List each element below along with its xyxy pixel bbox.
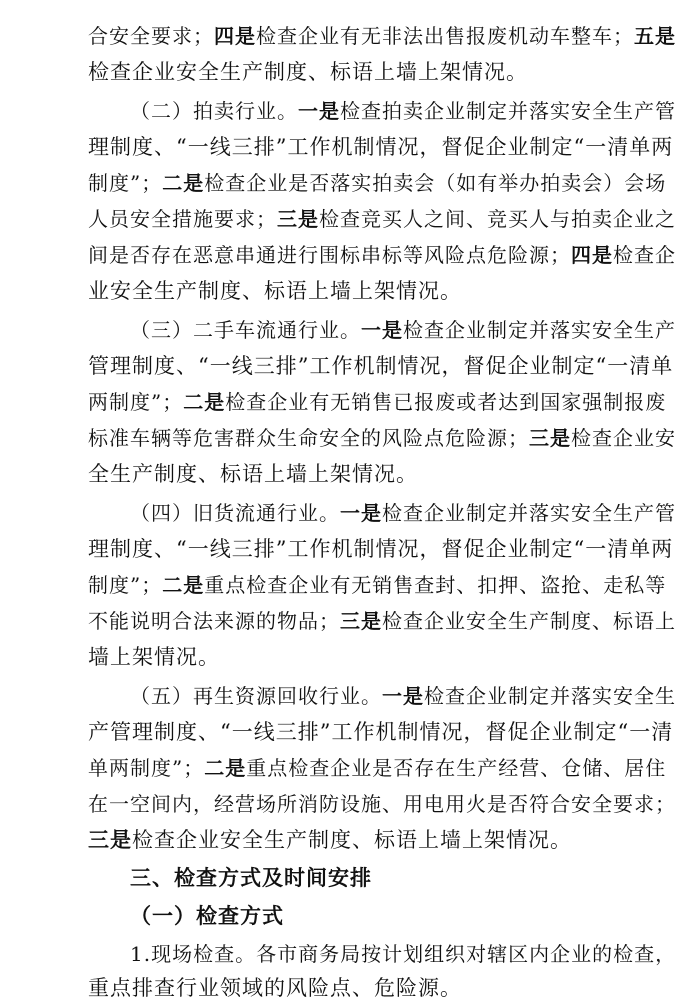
text-line: 不能说明合法来源的物品；三是检查企业安全生产制度、标语上	[88, 609, 676, 633]
text-line: 三是检查企业安全生产制度、标语上墙上架情况。	[88, 827, 572, 852]
text-line: 检查企业安全生产制度、标语上墙上架情况。	[88, 60, 528, 84]
text-line: 合安全要求；四是检查企业有无非法出售报废机动车整车；五是	[88, 24, 676, 48]
text-line: 制度”；二是重点检查企业有无销售查封、扣押、盗抢、走私等	[88, 573, 667, 597]
paragraph-used-car-start: （三）二手车流通行业。一是检查企业制定并落实安全生产	[130, 318, 676, 342]
text-line: 单两制度”；二是重点检查企业是否存在生产经营、仓储、居住	[88, 756, 667, 780]
text-line: 管理制度、“一线三排”工作机制情况，督促企业制定“一清单	[88, 354, 674, 378]
text-line: 理制度、“一线三排”工作机制情况，督促企业制定“一清单两	[88, 537, 674, 561]
text-line: 间是否存在恶意串通进行围标串标等风险点危险源；四是检查企	[88, 243, 676, 267]
text-line: 两制度”；二是检查企业有无销售已报废或者达到国家强制报废	[88, 390, 667, 414]
text-line: 人员安全措施要求；三是检查竞买人之间、竞买人与拍卖企业之	[88, 207, 676, 231]
text-line: 在一空间内，经营场所消防设施、用电用火是否符合安全要求；	[88, 792, 676, 816]
paragraph-onsite-inspection: 1.现场检查。各市商务局按计划组织对辖区内企业的检查，	[130, 942, 677, 966]
text-line: 理制度、“一线三排”工作机制情况，督促企业制定“一清单两	[88, 135, 674, 159]
text-line: 产管理制度、“一线三排”工作机制情况，督促企业制定“一清	[88, 720, 674, 744]
text-line: 标准车辆等危害群众生命安全的风险点危险源；三是检查企业安	[88, 426, 676, 450]
section-heading: 三、检查方式及时间安排	[130, 866, 372, 890]
text-line: 墙上架情况。	[88, 645, 220, 669]
subsection-heading: （一）检查方式	[130, 903, 284, 928]
text-line: 制度”；二是检查企业是否落实拍卖会（如有举办拍卖会）会场	[88, 171, 667, 195]
text-line: 全生产制度、标语上墙上架情况。	[88, 462, 418, 486]
text-line: 业安全生产制度、标语上墙上架情况。	[88, 279, 462, 303]
paragraph-auction-start: （二）拍卖行业。一是检查拍卖企业制定并落实安全生产管	[130, 99, 676, 123]
text-line: 重点排查行业领域的风险点、危险源。	[88, 976, 462, 1000]
paragraph-second-hand-start: （四）旧货流通行业。一是检查企业制定并落实安全生产管	[130, 501, 676, 525]
paragraph-recycling-start: （五）再生资源回收行业。一是检查企业制定并落实安全生	[130, 684, 676, 708]
